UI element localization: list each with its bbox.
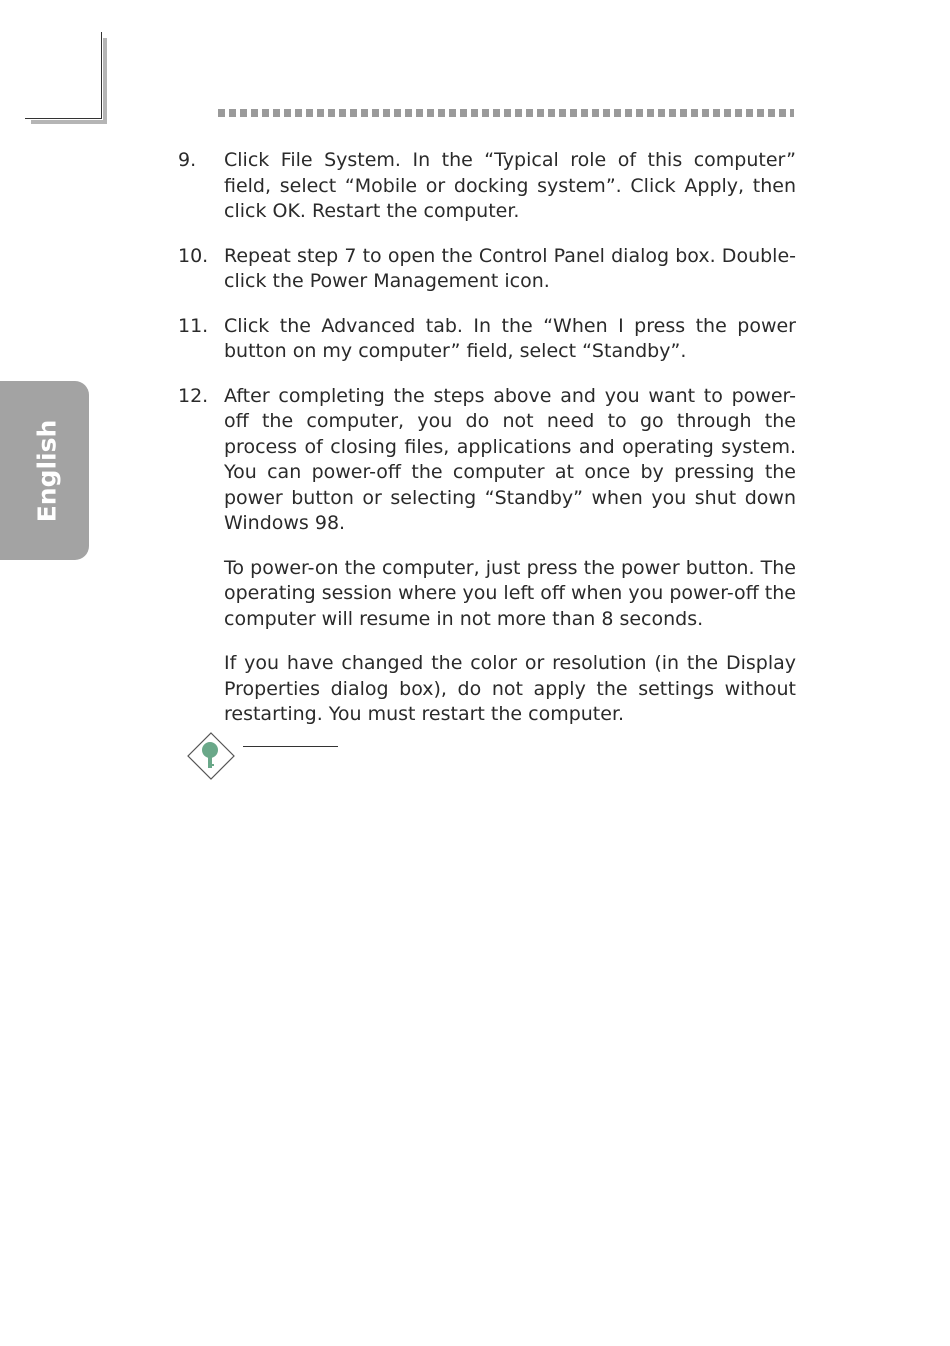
header-dot-bar <box>218 109 794 117</box>
instructions-content <box>178 148 796 747</box>
step-item <box>178 148 796 225</box>
body-paragraph: If you have changed the color or resolution (in the Display Properties dialog box), do not apply the settings without restarting. You must restart the computer. <box>224 652 796 725</box>
note-pin-icon <box>186 731 236 781</box>
language-tab-label: English <box>32 419 62 523</box>
step-item <box>178 384 796 537</box>
step-text: After completing the steps above and you want to power-off the computer, you do not need to go through the process of closing files, applications and operating system. You can power-off the computer at once by pressing the power button or selecting “Standby” when you shut down Windows 98. <box>224 384 796 534</box>
step-text: Click the Advanced tab. In the “When I press the power button on my computer” field, select “Standby”. <box>224 314 796 362</box>
step-number: 11. <box>178 314 209 337</box>
note-rule <box>243 746 338 747</box>
step-number: 12. <box>178 384 209 407</box>
step-item <box>178 314 796 365</box>
step-number: 10. <box>178 244 209 267</box>
corner-crop-mark <box>25 32 102 119</box>
step-number: 9. <box>178 149 197 171</box>
step-item <box>178 244 796 295</box>
body-paragraph: To power-on the computer, just press the power button. The operating session where you left off when you power-off the computer will resume in not more than 8 seconds. <box>224 556 796 630</box>
step-text: Click File System. In the “Typical role of this computer” field, select “Mobile or docking system”. Click Apply, then click OK. Restart the computer. <box>224 149 796 222</box>
step-text: Repeat step 7 to open the Control Panel dialog box. Double-click the Power Management icon. <box>224 244 796 292</box>
